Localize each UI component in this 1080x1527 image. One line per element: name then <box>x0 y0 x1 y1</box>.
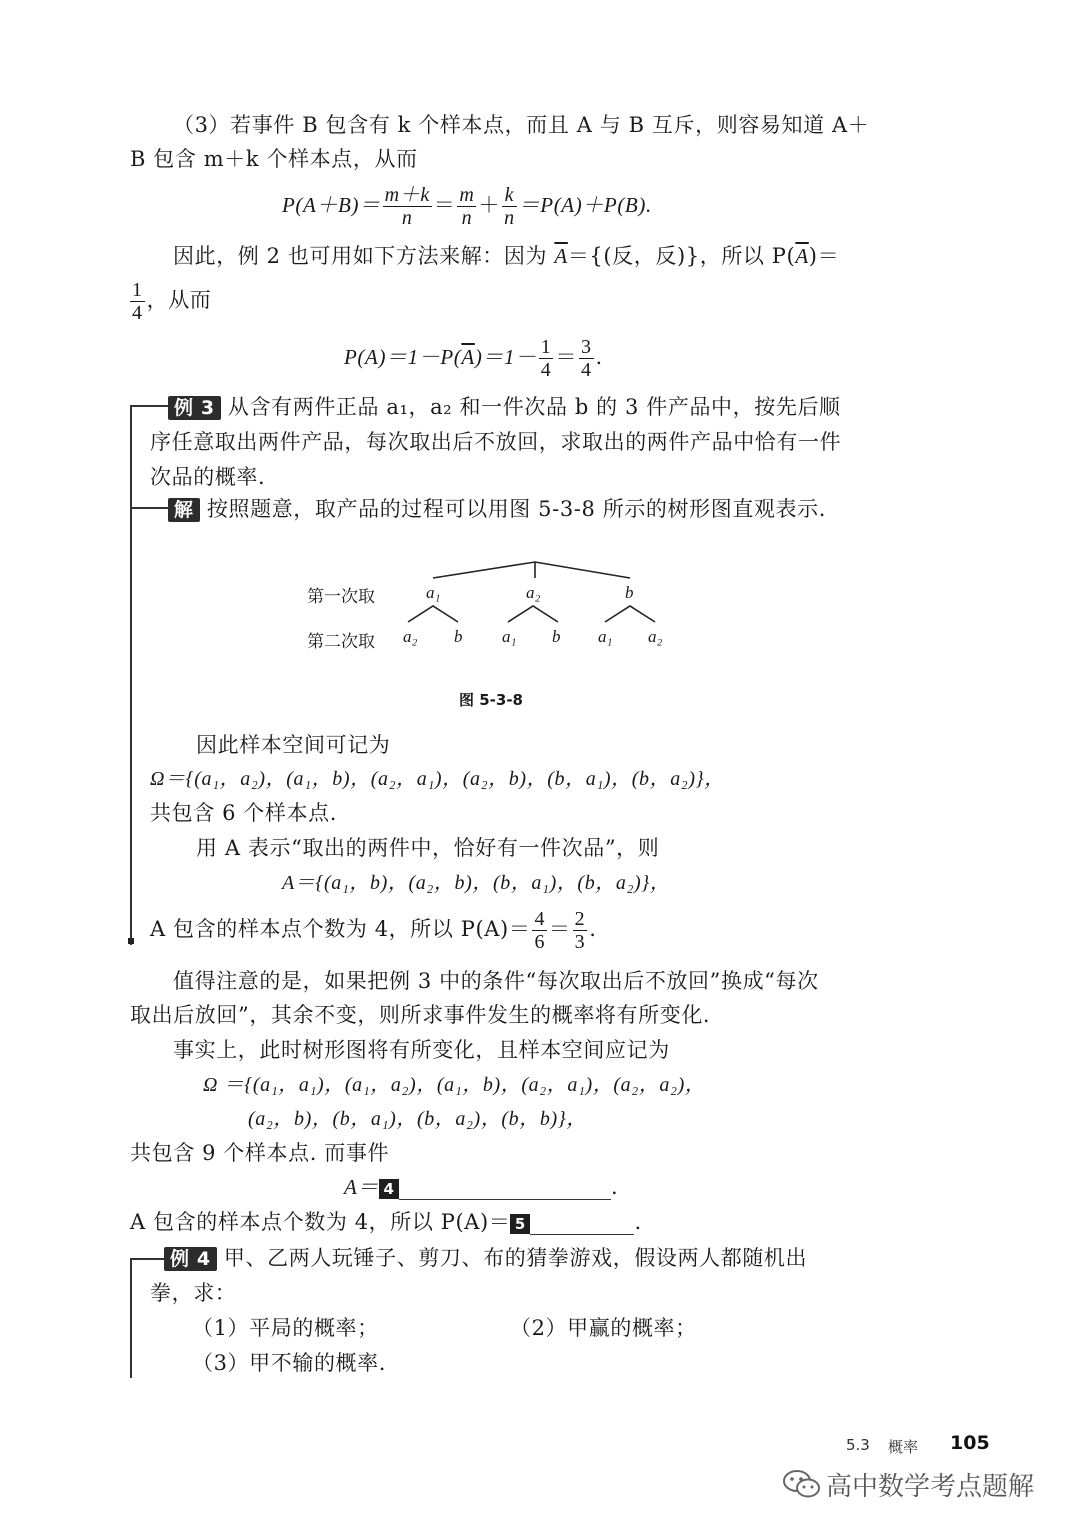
fraction: $\frac{3}{4}$ <box>580 336 592 381</box>
space-event-set: A＝{(a₁，b)，(a₂，b)，(b，a₁)，(b，a₂)}， <box>282 872 671 894</box>
note-count: 共包含 9 个样本点. 而事件 <box>130 1141 390 1165</box>
tree-leaf: a₂ <box>403 627 418 646</box>
tree-row2-label: 第二次取 <box>307 632 375 652</box>
example3-tag: 例 3 <box>168 396 221 420</box>
tree-row1-label: 第一次取 <box>307 587 375 607</box>
example4-line1: 例 4 甲、乙两人玩锤子、剪刀、布的猜拳游戏，假设两人都随机出 <box>164 1245 807 1271</box>
tree-node-a2: a₂ <box>526 583 541 602</box>
tree-branch-a2 <box>508 606 558 622</box>
bracket-end-dot <box>128 938 134 944</box>
note-probability: A 包含的样本点个数为 4，所以 P(A)＝ 5 . <box>130 1210 642 1234</box>
answer-blank-5[interactable] <box>530 1212 634 1235</box>
blank-box-5: 5 <box>510 1214 530 1234</box>
watermark-text: 高中数学考点题解 <box>826 1472 1035 1502</box>
note-line3: 事实上，此时树形图将有所变化，且样本空间应记为 <box>173 1038 670 1062</box>
fraction: $\frac{k}{n}$ <box>504 184 515 229</box>
fraction: $\frac{m+k}{n}$ <box>384 184 430 229</box>
example4-q1: （1）平局的概率； <box>192 1316 379 1340</box>
example3-line1: 例 3 从含有两件正品 a₁，a₂ 和一件次品 b 的 3 件产品中，按先后顺 <box>168 394 841 420</box>
tree-leaf: a₁ <box>598 627 613 646</box>
fraction: $\frac{4}{6}$ <box>534 908 546 953</box>
example3-line2: 序任意取出两件产品，每次取出后不放回，求取出的两件产品中恰有一件 <box>150 430 842 454</box>
space-omega: Ω＝{(a₁，a₂)，(a₁，b)，(a₂，a₁)，(a₂，b)，(b，a₁)，(b，a₂)}， <box>150 768 725 790</box>
note-line1: 值得注意的是，如果把例 3 中的条件“每次取出后不放回”换成“每次 <box>173 969 819 993</box>
answer-blank-4[interactable] <box>399 1177 611 1200</box>
fraction: $\frac{1}{4}$ <box>540 336 552 381</box>
para3-line2: B 包含 m＋k 个样本点，从而 <box>130 147 418 171</box>
figure-caption: 图 5-3-8 <box>459 691 523 709</box>
space-count: 共包含 6 个样本点. <box>150 801 337 825</box>
example4-q2: （2）甲赢的概率； <box>510 1316 697 1340</box>
alt-line1: 因此，例 2 也可用如下方法来解：因为 $\overline{A}=${(反，反)}，所以 $P(\overline{A})=$ <box>173 244 840 268</box>
example3-bracket-top <box>130 405 168 407</box>
example3-line3: 次品的概率. <box>150 465 266 489</box>
note-omega2: (a₂，b)，(b，a₁)，(b，a₂)，(b，b)}， <box>248 1108 587 1130</box>
tree-node-b: b <box>625 583 634 602</box>
example4-bracket-top <box>130 1258 164 1260</box>
tree-branch-a1 <box>408 606 458 622</box>
solution-bracket <box>130 507 168 509</box>
fraction: $\frac{1}{4}$ <box>132 279 143 324</box>
example3-bracket <box>130 405 132 945</box>
note-omega1: Ω ＝{(a₁，a₁)，(a₁，a₂)，(a₁，b)，(a₂，a₁)，(a₂，a₂)， <box>203 1074 706 1096</box>
alt-equation: $P(A)=1-P(\overline{A})=1-$ $\frac{1}{4}$ ＝ $\frac{3}{4}$ . <box>344 336 603 381</box>
note-event-eq: A＝ 4 . <box>344 1175 619 1199</box>
tree-node-a1: a₁ <box>426 583 441 602</box>
solution-tag: 解 <box>168 498 200 522</box>
fraction: $\frac{m}{n}$ <box>459 184 475 229</box>
alt-line2: $\frac{1}{4}$ ，从而 <box>132 279 212 324</box>
space-event-intro: 用 A 表示“取出的两件中，恰好有一件次品”，则 <box>196 836 660 860</box>
tree-leaf: b <box>454 627 463 646</box>
tree-root-branch <box>433 562 630 578</box>
blank-box-4: 4 <box>379 1179 399 1199</box>
tree-branch-b <box>605 606 655 622</box>
page-number: 105 <box>950 1432 990 1454</box>
example4-q3: （3）甲不输的概率. <box>192 1351 387 1375</box>
space-probability: A 包含的样本点个数为 4，所以 P(A)＝ $\frac{4}{6}$ ＝ $\frac{2}{3}$ . <box>150 908 597 953</box>
example4-line2: 拳，求： <box>150 1281 237 1305</box>
tree-leaf: a₂ <box>648 627 663 646</box>
space-intro: 因此样本空间可记为 <box>196 733 391 757</box>
footer-title: 概率 <box>888 1438 919 1456</box>
tree-leaf: a₁ <box>502 627 517 646</box>
footer-section: 5.3 <box>846 1436 870 1454</box>
example4-tag: 例 4 <box>164 1247 217 1271</box>
wechat-icon <box>782 1468 822 1504</box>
solution-line1: 解 按照题意，取产品的过程可以用图 5-3-8 所示的树形图直观表示. <box>168 496 826 522</box>
para3-equation: P(A＋B)＝ $\frac{m+k}{n}$ ＝ $\frac{m}{n}$ ＋ $\frac{k}{n}$ ＝P(A)＋P(B). <box>282 184 652 229</box>
para3-line1: （3）若事件 B 包含有 k 个样本点，而且 A 与 B 互斥，则容易知道 A＋ <box>173 113 870 137</box>
tree-leaf: b <box>552 627 561 646</box>
note-line2: 取出后放回”，其余不变，则所求事件发生的概率将有所变化. <box>130 1003 711 1027</box>
example4-bracket <box>130 1258 132 1378</box>
fraction: $\frac{2}{3}$ <box>574 908 586 953</box>
